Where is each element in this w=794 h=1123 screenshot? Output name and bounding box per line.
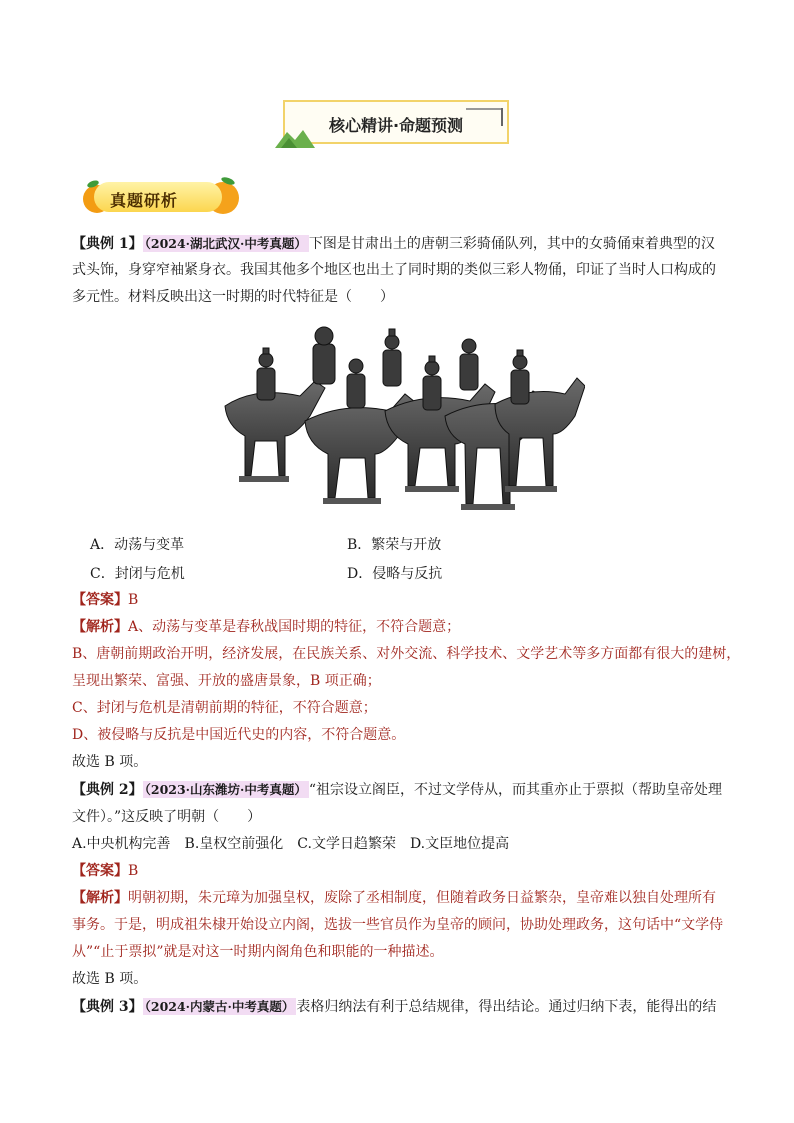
analysis-text: 明朝初期，朱元璋为加强皇权，废除了丞相制度，但随着政务日益繁杂，皇帝难以独自处理所有 xyxy=(128,890,716,906)
example2-analysis-line2: 事务。于是，明成祖朱棣开始设立内阁，选拔一些官员作为皇帝的顾问，协助处理政务，这句话中“文学侍 xyxy=(72,917,724,933)
example2-conclusion: 故选 B 项。 xyxy=(72,971,148,987)
example1-analysis-line4: C、封闭与危机是清朝前期的特征，不符合题意； xyxy=(72,700,377,716)
example1-question-part2: 式头饰，身穿窄袖紧身衣。我国其他多个地区也出土了同时期的类似三彩人物俑，印证了当时人口构成的 xyxy=(72,262,716,278)
example1-question-part1: 下图是甘肃出土的唐朝三彩骑俑队列，其中的女骑俑束着典型的汉 xyxy=(308,236,715,252)
example2-analysis-line3: 从”“止于票拟”就是对这一时期内阁角色和职能的一种描述。 xyxy=(72,944,444,960)
example2-question-part1: “祖宗设立阁臣，不过文学侍从，而其重亦止于票拟（帮助皇帝处理 xyxy=(308,782,723,798)
example3-question-part1: 表格归纳法有利于总结规律，得出结论。通过归纳下表，能得出的结 xyxy=(296,999,717,1015)
answer-value: B xyxy=(128,592,139,608)
analysis-text: A、动荡与变革是春秋战国时期的特征，不符合题意； xyxy=(128,619,461,635)
sancai-rider-figurines-image xyxy=(215,326,585,526)
example3-line1 xyxy=(72,997,716,1017)
example2-source: （2023·山东潍坊·中考真题） xyxy=(144,782,307,797)
example1-conclusion: 故选 B 项。 xyxy=(72,754,148,770)
example2-answer xyxy=(72,861,138,881)
option-d: D．侵略与反抗 xyxy=(347,566,443,582)
option-b: B．繁荣与开放 xyxy=(347,537,442,553)
example2-options: A.中央机构完善 B.皇权空前强化 C.文学日趋繁荣 D.文臣地位提高 xyxy=(72,836,510,852)
example1-line1 xyxy=(72,234,715,254)
section-title: 真题研析 xyxy=(110,191,179,210)
example3-tag: 【典例 3】 xyxy=(72,999,143,1015)
example2-line1 xyxy=(72,780,722,800)
option-c: C．封闭与危机 xyxy=(90,566,185,582)
answer-tag: 【答案】 xyxy=(72,863,128,879)
analysis-tag: 【解析】 xyxy=(72,890,128,906)
banner-title: 核心精讲·命题预测 xyxy=(328,116,464,135)
example1-analysis-line2: B、唐朝前期政治开明，经济发展，在民族关系、对外交流、科学技术、文学艺术等多方面都有很大的建树， xyxy=(72,646,741,662)
example1-question-part3: 多元性。材料反映出这一时期的时代特征是（ ） xyxy=(72,289,394,305)
banner-decoration-tick xyxy=(501,108,503,126)
example1-analysis-line1 xyxy=(72,617,460,637)
answer-tag: 【答案】 xyxy=(72,592,128,608)
example2-question-part2: 文件）。”这反映了明朝（ ） xyxy=(72,809,262,825)
analysis-tag: 【解析】 xyxy=(72,619,128,635)
option-a: A．动荡与变革 xyxy=(90,537,185,553)
example1-tag: 【典例 1】 xyxy=(72,236,143,252)
example1-source: （2024·湖北武汉·中考真题） xyxy=(144,236,307,251)
example1-analysis-line3: 呈现出繁荣、富强、开放的盛唐景象，B 项正确； xyxy=(72,673,381,689)
banner-decoration-line xyxy=(466,108,502,110)
example2-tag: 【典例 2】 xyxy=(72,782,143,798)
section-badge xyxy=(80,176,240,218)
answer-value: B xyxy=(128,863,139,879)
example1-analysis-line5: D、被侵略与反抗是中国近代史的内容，不符合题意。 xyxy=(72,727,406,743)
example1-answer xyxy=(72,590,138,610)
example2-analysis-line1 xyxy=(72,888,716,908)
header-banner xyxy=(283,100,509,144)
mountain-icon xyxy=(275,126,315,148)
example3-source: （2024·内蒙古·中考真题） xyxy=(144,999,295,1014)
